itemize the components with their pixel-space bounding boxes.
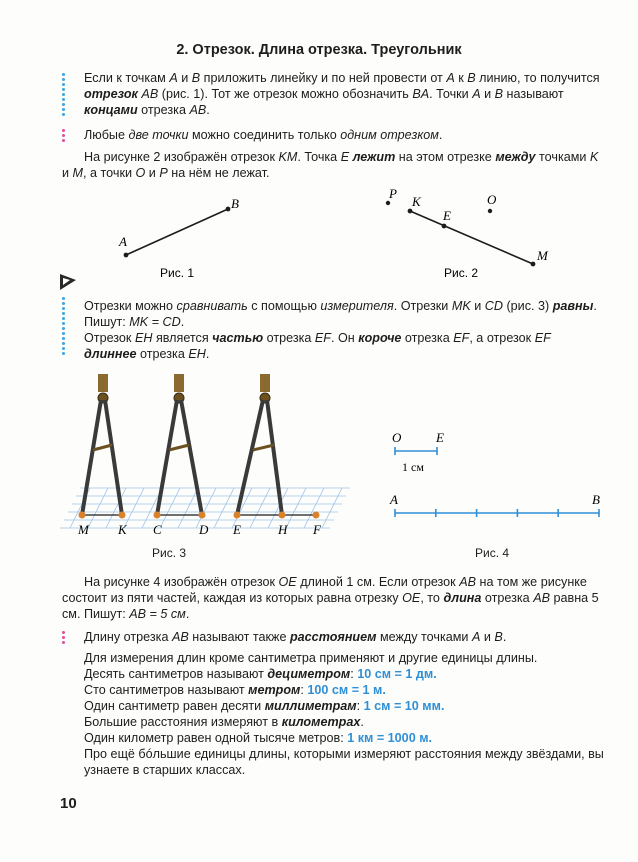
page-number: 10 [60,795,77,812]
figure-4 [380,425,610,525]
figure-1-caption: Рис. 1 [160,266,195,280]
label-k: K [118,522,127,537]
point-label-a: A [119,234,127,249]
section-title: 2. Отрезок. Длина отрезка. Треугольник [176,42,462,58]
figure-3-caption: Рис. 3 [152,546,187,560]
figure-2 [386,186,549,280]
label-m: M [78,522,89,537]
term-ends: концами [84,103,138,117]
figure-2-caption: Рис. 2 [444,266,479,280]
divider-1 [82,374,122,515]
bullet-dots-pink [62,129,65,144]
point-label-o: O [487,192,497,207]
paragraph-distance: Длину отрезка AB называют также расстоянием между точками A и B. [84,630,507,644]
figure-4-caption: Рис. 4 [475,546,510,560]
paragraph-units: Для измерения длин кроме сантиметра применяют и другие единицы длины. Десять сантиметров называют дециметром: 10 см = 1 дм. Сто сантиметров называют метром: 100 см = 1 м. Один сантиметр равен десяти миллиметрам: 1 см = 10 мм. Большие расстояния измеряют в километрах. Один километр равен одной тысяче метров: 1 км = 1000 м. Про ещё бóльшие единицы длины, которыми измеряют расстояния между звёздами, вы узнаете в старших классах. [84,651,604,777]
point-label-o: O [392,430,402,445]
paragraph-compare-segments: Отрезки можно сравнивать с помощью измерителя. Отрезки MK и CD (рис. 3) равны. Пишут: MK = CD. Отрезок EH является частью отрезка EF. Он короче отрезка EF, а отрезок EF длиннее отрезка EH. [84,299,597,361]
paragraph-figure2-text: На рисунке 2 изображён отрезок KM. Точка E лежит на этом отрезке между точками K и M, а точки O и P на нём не лежат. [62,150,599,180]
bullet-dots [62,297,65,357]
label-f: F [313,522,321,537]
label-e: E [233,522,241,537]
point-label-b: B [231,196,239,211]
bullet-dots-pink [62,631,65,646]
label-d: D [199,522,209,537]
paragraph-rule: Любые две точки можно соединить только одним отрезком. [84,128,443,142]
label-h: H [278,522,288,537]
point-label-m: M [537,248,548,263]
paragraph-segment-definition: Если к точкам A и B приложить линейку и по ней провести от A к B линию, то получится отрезок AB (рис. 1). Тот же отрезок можно обозначить BA. Точки A и B называют концами отрезка AB. [84,71,600,117]
figures-1-2 [0,185,638,285]
figure-3-labels [77,522,322,537]
figure-1 [118,196,239,280]
label-c: C [153,522,162,537]
figure-3 [60,370,360,545]
paragraph-length: На рисунке 4 изображён отрезок OE длиной 1 см. Если отрезок AB на том же рисунке состоит из пяти частей, каждая из которых равна отрезку OE, то длина отрезка AB равна 5 см. Пишут: AB = 5 см. [62,575,599,621]
unit-label: 1 см [402,460,424,474]
term-segment: отрезок [84,87,138,101]
arrow-marker-icon [58,272,78,294]
point-label-p: P [389,186,397,201]
point-label-a: A [390,492,398,507]
bullet-dots [62,73,65,118]
point-label-e: E [436,430,444,445]
point-label-e: E [443,208,451,223]
point-label-b: B [592,492,600,507]
point-label-k: K [412,194,421,209]
divider-3 [237,374,282,515]
